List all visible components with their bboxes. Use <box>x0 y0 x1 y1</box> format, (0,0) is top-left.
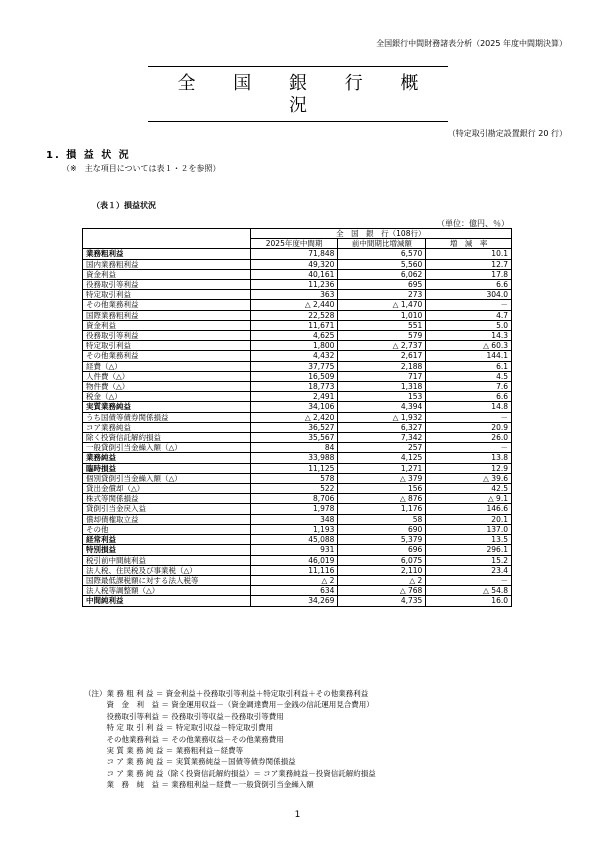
page-title: 全 国 銀 行 概 況 <box>177 73 435 116</box>
section-heading: 1. 損 益 状 況 <box>46 150 131 161</box>
row-value-v3: 20.1 <box>426 514 512 524</box>
row-value-v2: 1,010 <box>338 310 426 320</box>
row-value-v3: 12.9 <box>426 463 512 473</box>
row-value-v2: 4,394 <box>338 402 426 412</box>
table-row <box>83 249 512 259</box>
row-value-v1: 11,116 <box>250 565 338 575</box>
row-value-v1: 40,161 <box>250 269 338 279</box>
row-label: 人件費（△） <box>83 371 251 381</box>
table-row <box>83 259 512 269</box>
document-header: 全国銀行中間財務諸表分析（2025 年度中間期決算） <box>376 39 567 48</box>
row-value-v2: 1,271 <box>338 463 426 473</box>
bank-scope-note: （特定取引勘定設置銀行 20 行） <box>447 129 567 138</box>
row-label: 償却債権取立益 <box>83 514 251 524</box>
page-number: 1 <box>294 810 301 820</box>
footnote-line: （注）業 務 粗 利 益 ＝ 資金利益＋役務取引等利益＋特定取引利益＋その他業務利益 <box>84 689 369 698</box>
row-value-v2: 6,327 <box>338 422 426 432</box>
income-table <box>82 228 512 607</box>
table-row <box>83 310 512 320</box>
table-row <box>83 463 512 473</box>
row-value-v1: 1,800 <box>250 341 338 351</box>
row-label: 貸出金償却（△） <box>83 484 251 494</box>
row-label: コア業務純益 <box>83 422 251 432</box>
row-value-v2: 5,560 <box>338 259 426 269</box>
row-value-v3: 20.9 <box>426 422 512 432</box>
row-value-v3: △ 60.3 <box>426 341 512 351</box>
table-row <box>83 443 512 453</box>
column-header: 増 減 率 <box>426 239 512 249</box>
row-value-v1: 45,088 <box>250 535 338 545</box>
footnote-line: 実 質 業 務 純 益 ＝ 業務粗利益－経費等 <box>84 746 244 756</box>
row-value-v1: 4,432 <box>250 351 338 361</box>
row-value-v3: △ 9.1 <box>426 494 512 504</box>
footnotes <box>84 688 376 791</box>
table-row <box>83 371 512 381</box>
row-value-v3: 6.6 <box>426 392 512 402</box>
row-value-v3: 296.1 <box>426 545 512 555</box>
row-value-v3: 13.5 <box>426 535 512 545</box>
row-value-v2: △ 2 <box>338 575 426 585</box>
table-row <box>83 586 512 596</box>
row-label: 除く投資信託解約損益 <box>83 433 251 443</box>
table-row <box>83 331 512 341</box>
row-value-v2: 2,188 <box>338 361 426 371</box>
row-value-v2: 695 <box>338 280 426 290</box>
row-value-v1: 931 <box>250 545 338 555</box>
row-label: 一般貸倒引当金繰入額（△） <box>83 443 251 453</box>
row-value-v2: 1,318 <box>338 382 426 392</box>
row-value-v3: 14.8 <box>426 402 512 412</box>
row-label: 税金（△） <box>83 392 251 402</box>
row-value-v3: 42.5 <box>426 484 512 494</box>
table-row <box>83 300 512 310</box>
row-value-v1: 49,320 <box>250 259 338 269</box>
row-value-v2: 153 <box>338 392 426 402</box>
footnote-line: コ ア 業 務 純 益（除く投資信託解約損益）＝ コア業務純益－投資信託解約損益 <box>84 768 376 778</box>
table-header-row-1 <box>83 229 512 239</box>
row-value-v1: 11,236 <box>250 280 338 290</box>
row-value-v2: 2,110 <box>338 565 426 575</box>
row-label: 国際業務粗利益 <box>83 310 251 320</box>
footnote-line: その他業務利益 ＝ その他業務収益－その他業務費用 <box>84 734 284 744</box>
row-label: 実質業務純益 <box>83 402 251 412</box>
row-value-v3: 6.6 <box>426 280 512 290</box>
row-label: 業務粗利益 <box>83 249 251 259</box>
row-value-v3: － <box>426 412 512 422</box>
row-value-v1: 34,106 <box>250 402 338 412</box>
row-value-v2: 156 <box>338 484 426 494</box>
row-value-v1: 46,019 <box>250 555 338 565</box>
row-value-v2: 273 <box>338 290 426 300</box>
row-value-v2: 579 <box>338 331 426 341</box>
row-value-v3: 4.5 <box>426 371 512 381</box>
table-row <box>83 382 512 392</box>
row-value-v3: 144.1 <box>426 351 512 361</box>
row-value-v2: △ 768 <box>338 586 426 596</box>
section-note: （※ 主な項目については表１・２を参照） <box>62 164 221 173</box>
row-value-v1: 35,567 <box>250 433 338 443</box>
table-row <box>83 575 512 585</box>
row-value-v1: 37,775 <box>250 361 338 371</box>
row-value-v3: 5.0 <box>426 320 512 330</box>
footnote-line: 役務取引等利益 ＝ 役務取引等収益－役務取引等費用 <box>84 711 284 721</box>
row-value-v2: △ 876 <box>338 494 426 504</box>
table-row <box>83 524 512 534</box>
row-label: 業務純益 <box>83 453 251 463</box>
table-row <box>83 565 512 575</box>
row-value-v3: 10.1 <box>426 249 512 259</box>
row-value-v2: 696 <box>338 545 426 555</box>
row-value-v2: △ 1,932 <box>338 412 426 422</box>
row-value-v3: 23.4 <box>426 565 512 575</box>
row-value-v3: 4.7 <box>426 310 512 320</box>
row-value-v2: 6,570 <box>338 249 426 259</box>
row-label: その他業務利益 <box>83 300 251 310</box>
row-value-v1: 4,625 <box>250 331 338 341</box>
footnote-line: 資 金 利 益 ＝ 資金運用収益－（資金調達費用－金銭の信託運用見合費用） <box>84 700 374 710</box>
row-value-v2: △ 2,737 <box>338 341 426 351</box>
table-row <box>83 422 512 432</box>
table-row <box>83 504 512 514</box>
row-value-v2: 690 <box>338 524 426 534</box>
table-caption: （表１）損益状況 <box>92 201 156 210</box>
row-value-v2: △ 379 <box>338 473 426 483</box>
table-row <box>83 514 512 524</box>
table-row <box>83 555 512 565</box>
row-value-v3: 16.0 <box>426 596 512 606</box>
row-label: 臨時損益 <box>83 463 251 473</box>
row-value-v3: 304.0 <box>426 290 512 300</box>
row-label: 経費（△） <box>83 361 251 371</box>
table-row <box>83 433 512 443</box>
row-value-v2: 6,075 <box>338 555 426 565</box>
row-value-v3: － <box>426 300 512 310</box>
row-value-v2: 7,342 <box>338 433 426 443</box>
row-value-v3: － <box>426 443 512 453</box>
header-blank-cell <box>83 229 251 249</box>
row-value-v1: 634 <box>250 586 338 596</box>
row-value-v3: 13.8 <box>426 453 512 463</box>
row-value-v1: 18,773 <box>250 382 338 392</box>
unit-label: （単位：億円、％） <box>437 219 509 228</box>
table-row <box>83 453 512 463</box>
footnote-line: 特 定 取 引 利 益 ＝ 特定取引収益－特定取引費用 <box>84 723 274 733</box>
table-row <box>83 484 512 494</box>
title-rule-bottom <box>148 121 448 122</box>
table-row <box>83 596 512 606</box>
row-label: その他業務利益 <box>83 351 251 361</box>
table-row <box>83 280 512 290</box>
table-row <box>83 473 512 483</box>
row-value-v2: 257 <box>338 443 426 453</box>
row-value-v1: 34,269 <box>250 596 338 606</box>
row-label: 貸倒引当金戻入益 <box>83 504 251 514</box>
row-value-v1: 33,988 <box>250 453 338 463</box>
row-value-v2: 717 <box>338 371 426 381</box>
row-value-v1: 1,193 <box>250 524 338 534</box>
row-label: 特定取引利益 <box>83 290 251 300</box>
row-value-v1: 348 <box>250 514 338 524</box>
row-value-v2: 5,379 <box>338 535 426 545</box>
row-value-v1: 522 <box>250 484 338 494</box>
title-rule-top <box>148 66 448 67</box>
row-value-v3: 15.2 <box>426 555 512 565</box>
table-row <box>83 320 512 330</box>
row-label: 国内業務粗利益 <box>83 259 251 269</box>
row-value-v1: 71,848 <box>250 249 338 259</box>
row-label: 個別貸倒引当金繰入額（△） <box>83 473 251 483</box>
table-row <box>83 494 512 504</box>
title-block <box>148 66 448 122</box>
row-label: 中間純利益 <box>83 596 251 606</box>
row-value-v1: 36,527 <box>250 422 338 432</box>
row-value-v1: 11,125 <box>250 463 338 473</box>
row-label: 役務取引等利益 <box>83 280 251 290</box>
row-label: 物件費（△） <box>83 382 251 392</box>
row-value-v3: △ 54.8 <box>426 586 512 596</box>
row-value-v3: 26.0 <box>426 433 512 443</box>
row-value-v1: △ 2,440 <box>250 300 338 310</box>
row-value-v1: 363 <box>250 290 338 300</box>
row-label: 特別損益 <box>83 545 251 555</box>
row-value-v1: △ 2,420 <box>250 412 338 422</box>
table-row <box>83 361 512 371</box>
row-value-v2: △ 1,470 <box>338 300 426 310</box>
row-value-v3: 137.0 <box>426 524 512 534</box>
row-label: 国際最低課税額に対する法人税等 <box>83 575 251 585</box>
table-row <box>83 535 512 545</box>
row-label: 特定取引利益 <box>83 341 251 351</box>
row-value-v2: 1,176 <box>338 504 426 514</box>
table-row <box>83 351 512 361</box>
row-value-v1: 2,491 <box>250 392 338 402</box>
row-value-v1: 578 <box>250 473 338 483</box>
column-header: 前中間期比増減額 <box>338 239 426 249</box>
table-row <box>83 545 512 555</box>
footnote-line: 業 務 純 益 ＝ 業務粗利益－経費－一般貸倒引当金繰入額 <box>84 780 314 790</box>
table-row <box>83 290 512 300</box>
row-value-v2: 6,062 <box>338 269 426 279</box>
row-label: 資金利益 <box>83 320 251 330</box>
footnote-line: コ ア 業 務 純 益 ＝ 実質業務純益－国債等債券関係損益 <box>84 757 296 767</box>
row-value-v1: 22,528 <box>250 310 338 320</box>
row-value-v1: 1,978 <box>250 504 338 514</box>
row-value-v1: 84 <box>250 443 338 453</box>
row-value-v2: 4,735 <box>338 596 426 606</box>
table-row <box>83 412 512 422</box>
row-value-v3: 14.3 <box>426 331 512 341</box>
table-row <box>83 341 512 351</box>
table-row <box>83 269 512 279</box>
row-value-v3: 17.8 <box>426 269 512 279</box>
row-label: 経常利益 <box>83 535 251 545</box>
row-label: 法人税等調整額（△） <box>83 586 251 596</box>
row-label: 資金利益 <box>83 269 251 279</box>
table-row <box>83 402 512 412</box>
row-value-v1: 11,671 <box>250 320 338 330</box>
row-value-v3: △ 39.6 <box>426 473 512 483</box>
row-value-v1: △ 2 <box>250 575 338 585</box>
row-value-v3: 6.1 <box>426 361 512 371</box>
row-value-v2: 551 <box>338 320 426 330</box>
row-label: うち国債等債券関係損益 <box>83 412 251 422</box>
table-row <box>83 392 512 402</box>
row-value-v2: 2,617 <box>338 351 426 361</box>
column-header: 2025年度中間期 <box>250 239 338 249</box>
row-value-v1: 16,509 <box>250 371 338 381</box>
row-label: 株式等関係損益 <box>83 494 251 504</box>
row-value-v3: 7.6 <box>426 382 512 392</box>
row-value-v2: 4,125 <box>338 453 426 463</box>
row-label: 役務取引等利益 <box>83 331 251 341</box>
row-label: その他 <box>83 524 251 534</box>
row-value-v3: － <box>426 575 512 585</box>
row-label: 税引前中間純利益 <box>83 555 251 565</box>
row-label: 法人税、住民税及び事業税（△） <box>83 565 251 575</box>
row-value-v3: 12.7 <box>426 259 512 269</box>
row-value-v2: 58 <box>338 514 426 524</box>
row-value-v1: 8,706 <box>250 494 338 504</box>
row-value-v3: 146.6 <box>426 504 512 514</box>
group-header: 全 国 銀 行（108行） <box>250 229 511 239</box>
